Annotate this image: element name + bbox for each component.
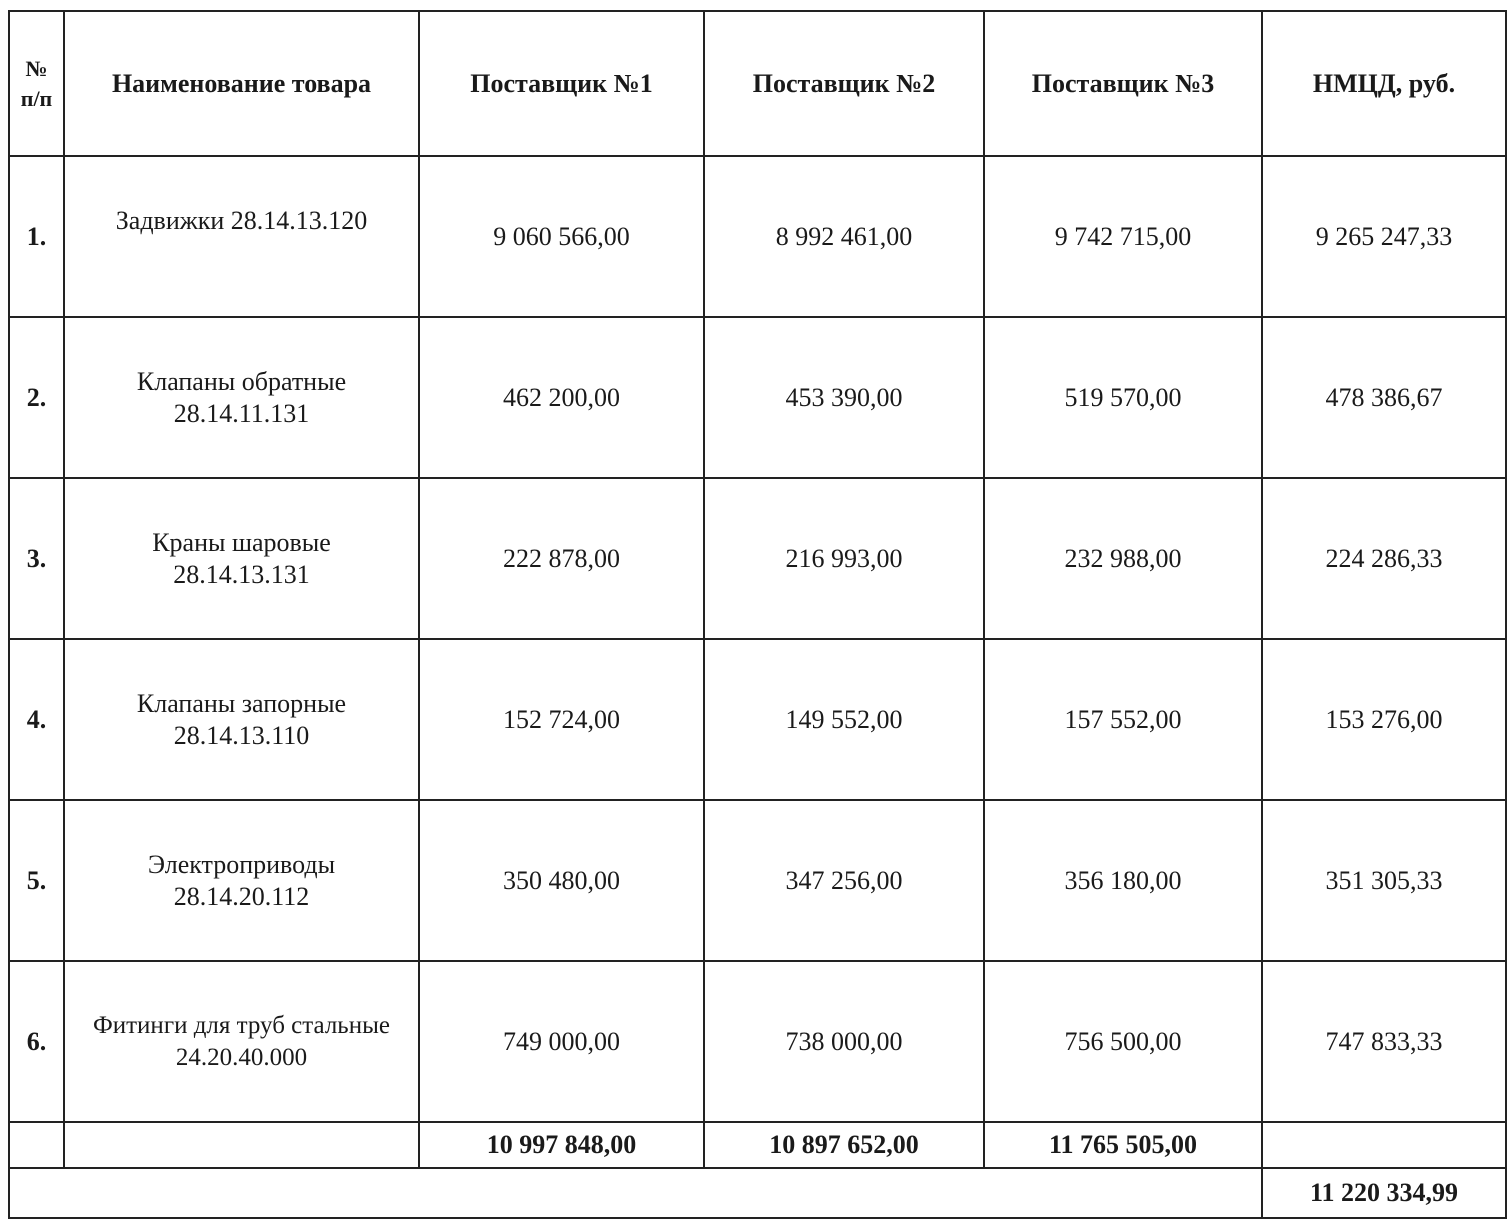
- header-number-line1: №: [25, 55, 48, 81]
- row-name: [64, 156, 419, 317]
- nmcd-price-table: [8, 10, 1507, 1219]
- row-name-line1: Задвижки 28.14.13.120: [115, 205, 368, 235]
- row-supplier3: 519 570,00: [984, 317, 1262, 478]
- row-name-line1: Клапаны запорные: [136, 688, 347, 718]
- table-row: [9, 156, 1506, 317]
- row-index: 6.: [9, 961, 64, 1122]
- row-index: 2.: [9, 317, 64, 478]
- supplier-totals-row: [9, 1122, 1506, 1168]
- totals-empty-nmcd: [1262, 1122, 1506, 1168]
- row-nmcd: 747 833,33: [1262, 961, 1506, 1122]
- row-name: [64, 317, 419, 478]
- row-supplier1: 350 480,00: [419, 800, 704, 961]
- row-supplier2: 453 390,00: [704, 317, 984, 478]
- header-supplier1: Поставщик №1: [419, 11, 704, 156]
- row-supplier2: 149 552,00: [704, 639, 984, 800]
- grand-total-empty: [9, 1168, 1262, 1218]
- row-name-line1: Клапаны обратные: [136, 366, 347, 396]
- row-nmcd: 224 286,33: [1262, 478, 1506, 639]
- table-row: [9, 478, 1506, 639]
- total-supplier2: 10 897 652,00: [704, 1122, 984, 1168]
- total-supplier1: 10 997 848,00: [419, 1122, 704, 1168]
- row-name-line2: [65, 237, 418, 269]
- row-supplier3: 232 988,00: [984, 478, 1262, 639]
- header-name: Наименование товара: [64, 11, 419, 156]
- row-index: 4.: [9, 639, 64, 800]
- row-supplier1: 462 200,00: [419, 317, 704, 478]
- header-nmcd: НМЦД, руб.: [1262, 11, 1506, 156]
- header-number: [9, 11, 64, 156]
- row-supplier2: 8 992 461,00: [704, 156, 984, 317]
- row-name-line2: 28.14.13.131: [173, 559, 310, 589]
- row-index: 3.: [9, 478, 64, 639]
- row-supplier2: 738 000,00: [704, 961, 984, 1122]
- row-supplier1: 222 878,00: [419, 478, 704, 639]
- header-number-line2: п/п: [20, 85, 53, 111]
- header-supplier2: Поставщик №2: [704, 11, 984, 156]
- row-nmcd: 153 276,00: [1262, 639, 1506, 800]
- row-name: [64, 800, 419, 961]
- row-name: [64, 478, 419, 639]
- row-supplier3: 356 180,00: [984, 800, 1262, 961]
- row-nmcd: 9 265 247,33: [1262, 156, 1506, 317]
- row-name-line2: 24.20.40.000: [175, 1043, 308, 1071]
- header-row: [9, 11, 1506, 156]
- table-row: [9, 317, 1506, 478]
- row-index: 5.: [9, 800, 64, 961]
- table-row: [9, 800, 1506, 961]
- row-supplier1: 9 060 566,00: [419, 156, 704, 317]
- row-name-line1: Фитинги для труб стальные: [93, 1011, 390, 1039]
- row-supplier2: 347 256,00: [704, 800, 984, 961]
- row-name-line2: 28.14.11.131: [173, 398, 310, 428]
- row-nmcd: 478 386,67: [1262, 317, 1506, 478]
- row-name-line1: Электроприводы: [147, 849, 336, 879]
- total-supplier3: 11 765 505,00: [984, 1122, 1262, 1168]
- grand-total-nmcd: 11 220 334,99: [1262, 1168, 1506, 1218]
- row-name-line1: Краны шаровые: [152, 527, 331, 557]
- grand-total-row: [9, 1168, 1506, 1218]
- table-row: [9, 639, 1506, 800]
- row-nmcd: 351 305,33: [1262, 800, 1506, 961]
- row-supplier1: 749 000,00: [419, 961, 704, 1122]
- totals-empty-name: [64, 1122, 419, 1168]
- row-supplier1: 152 724,00: [419, 639, 704, 800]
- row-name-line2: 28.14.20.112: [173, 881, 310, 911]
- row-name: [64, 961, 419, 1122]
- row-supplier2: 216 993,00: [704, 478, 984, 639]
- table-row: [9, 961, 1506, 1122]
- row-supplier3: 756 500,00: [984, 961, 1262, 1122]
- row-name-line2: 28.14.13.110: [173, 720, 310, 750]
- row-index: 1.: [9, 156, 64, 317]
- row-supplier3: 157 552,00: [984, 639, 1262, 800]
- header-supplier3: Поставщик №3: [984, 11, 1262, 156]
- totals-empty-index: [9, 1122, 64, 1168]
- row-name: [64, 639, 419, 800]
- row-supplier3: 9 742 715,00: [984, 156, 1262, 317]
